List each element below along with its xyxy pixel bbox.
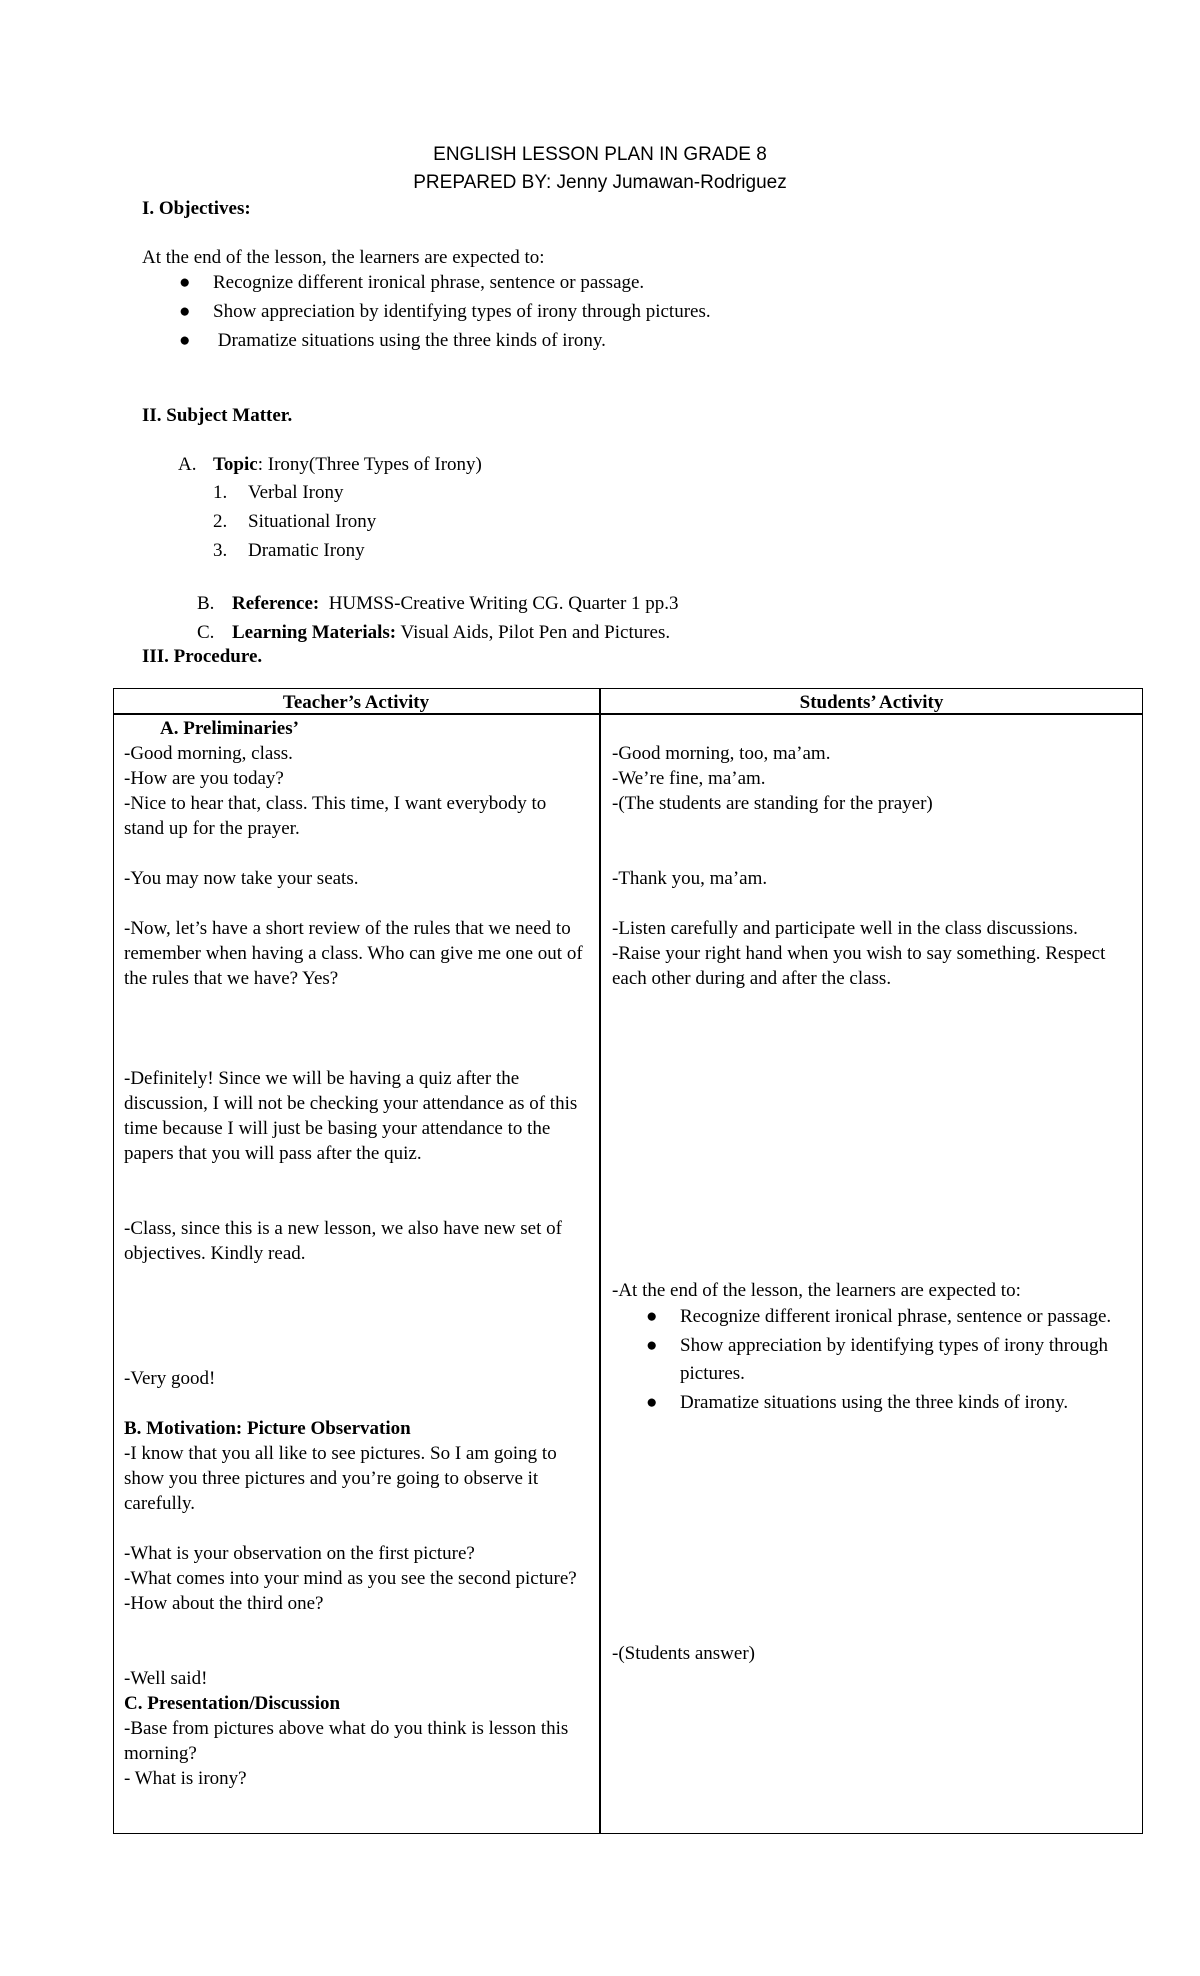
students-objectives-list xyxy=(612,1303,1132,1417)
bullet-icon: ● xyxy=(646,1306,658,1327)
reference-row: B. Reference: HUMSS-Creative Writing CG. Quarter 1 pp.3 xyxy=(197,593,679,614)
irony-type-row: 1. Verbal Irony xyxy=(213,482,344,503)
students-column-header: Students’ Activity xyxy=(799,692,944,713)
prepared-by: PREPARED BY: Jenny Jumawan-Rodriguez xyxy=(413,172,787,193)
presentation-heading: C. Presentation/Discussion xyxy=(124,1693,341,1714)
objective-item: ● Recognize different ironical phrase, sentence or passage. xyxy=(612,1303,1132,1331)
objective-item: ● Dramatize situations using the three kinds of irony. xyxy=(179,330,606,351)
irony-type-row: 2. Situational Irony xyxy=(213,511,377,532)
subject-matter-heading: II. Subject Matter. xyxy=(142,405,293,426)
bullet-icon: ● xyxy=(646,1392,658,1413)
objective-item: ● Show appreciation by identifying types of irony through pictures. xyxy=(179,301,711,322)
procedure-heading: III. Procedure. xyxy=(142,646,263,667)
students-answer-cell: -(Students answer) xyxy=(612,1643,755,1664)
objective-item: ● Recognize different ironical phrase, sentence or passage. xyxy=(179,272,645,293)
teacher-column-header: Teacher’s Activity xyxy=(282,692,430,713)
objectives-heading: I. Objectives: xyxy=(142,198,251,219)
objectives-intro: At the end of the lesson, the learners are expected to: xyxy=(142,247,545,268)
motivation-heading: B. Motivation: Picture Observation xyxy=(124,1418,411,1439)
teacher-activity-cell: A. Preliminaries’ -Good morning, class. -How are you today? -Nice to hear that, class. This time, I want everybody to stand up for the prayer. -You may now take your seats. -Now, let’s have a short review of the rules that we need to remember when having a class. Who can give me one out of the rules that we have? Yes? -Definitely! Since we will be having a quiz after the discussion, I will not be checking your attendance as of this time because I will just be basing your attendance to the papers that you will pass after the quiz. -Class, since this is a new lesson, we also have new set of objectives. Kindly read. -Very good! B. Motivation: Picture Observation -I know that you all like to see pictures. So I am going to show you three pictures and you’re going to observe it carefully. -What is your observation on the first picture? -What comes into your mind as you see the second picture? -How about the third one? -Well said! C. Presentation/Discussion -Base from pictures above what do you think is lesson this morning? - What is irony? xyxy=(124,716,589,1791)
document-title: ENGLISH LESSON PLAN IN GRADE 8 xyxy=(433,144,767,165)
irony-type-row: 3. Dramatic Irony xyxy=(213,540,365,561)
bullet-icon: ● xyxy=(646,1335,658,1356)
students-activity-cell: -Good morning, too, ma’am. -We’re fine, ma’am. -(The students are standing for the prayer) -Thank you, ma’am. -Listen carefully and participate well in the class discussions. -Raise your right hand when you wish to say something. Respect each other during and after the class. xyxy=(612,743,1106,989)
materials-row: C. Learning Materials: Visual Aids, Pilot Pen and Pictures. xyxy=(197,622,671,643)
topic-label: Topic xyxy=(213,454,258,475)
bullet-icon: ● xyxy=(179,272,191,293)
objective-item: ● Dramatize situations using the three kinds of irony. xyxy=(612,1389,1132,1417)
table-divider xyxy=(599,688,601,1834)
bullet-icon: ● xyxy=(179,301,191,322)
objectives-list xyxy=(179,270,1079,357)
topic-value: : Irony(Three Types of Irony) xyxy=(257,454,482,475)
bullet-icon: ● xyxy=(179,330,191,351)
preliminaries-heading: A. Preliminaries’ xyxy=(160,718,299,739)
students-objectives-cell: -At the end of the lesson, the learners are expected to: ● Recognize different ironical phrase, sentence or passage. ● Show appreciation by identifying types of irony through pictures. ● Dramatize situations using the three kinds of irony. xyxy=(612,1278,1132,1418)
objective-item: ● Show appreciation by identifying types of irony through pictures. xyxy=(612,1332,1132,1388)
topic-row: A. Topic: Irony(Three Types of Irony) xyxy=(178,454,482,475)
